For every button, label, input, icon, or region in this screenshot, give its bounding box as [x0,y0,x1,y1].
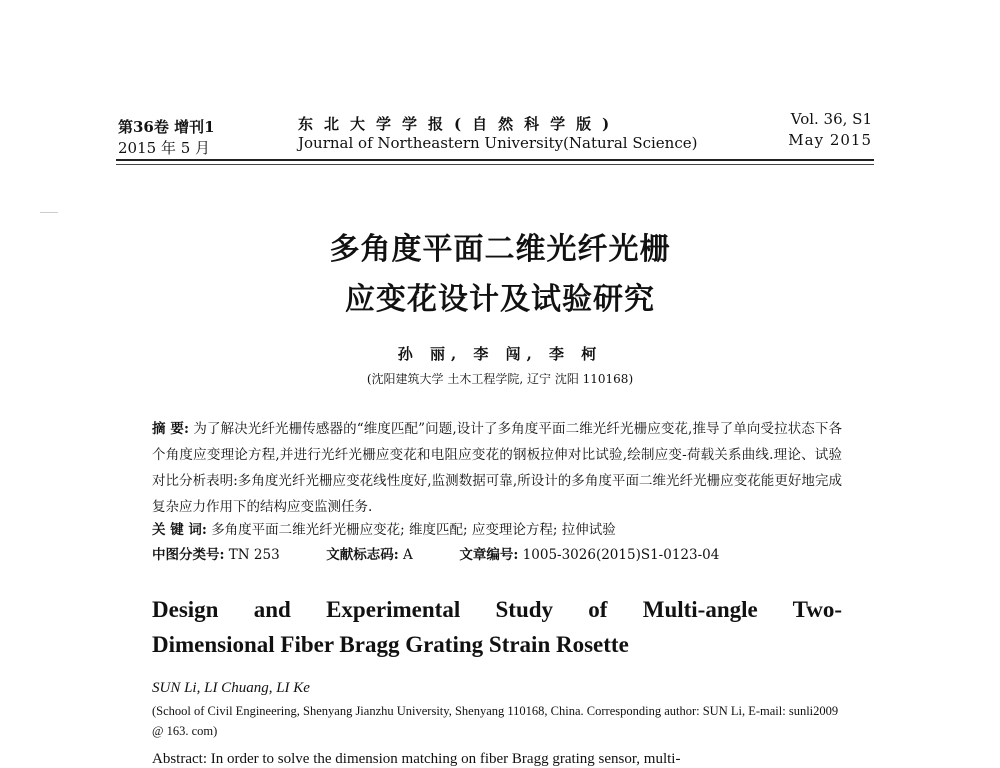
title-cn-line1: 多角度平面二维光纤光栅 [329,232,671,267]
classification-line [152,543,719,563]
header-rule-thick [116,159,874,161]
article-no-label: 文章编号: [459,547,519,563]
clc-value: TN 253 [228,547,280,563]
authors-cn: 孙 丽, 李 闯, 李 柯 [397,345,603,363]
header-journal-cn: 东北大学学报(自然科学版) [298,115,621,133]
doc-code-label: 文献标志码: [326,547,399,563]
affiliation-cn: (沈阳建筑大学 土木工程学院, 辽宁 沈阳 110168) [366,372,634,386]
affiliation-en: (School of Civil Engineering, Shenyang Jianzhu University, Shenyang 110168, China. Corresponding author: SUN Li, E-mail: sunli2009 @ 163. com) [152,704,839,738]
header-volume-en: Vol. 36, S1 [790,110,872,128]
scan-artifact-line [40,212,58,213]
abstract-cn [152,416,842,520]
title-en-line1: Design and Experimental Study of Multi-angle Two- [152,597,842,622]
keywords-cn [152,518,616,538]
article-no-value: 1005-3026(2015)S1-0123-04 [522,547,720,563]
header-date-cn: 2015 年 5 月 [118,139,211,157]
header-date-en: May 2015 [788,131,872,149]
abstract-cn-label: 摘 要: [152,421,190,437]
abstract-cn-text: 为了解决光纤光栅传感器的“维度匹配”问题,设计了多角度平面二维光纤光栅应变花,推导了单向受拉状态下各个角度应变理论方程,并进行光纤光栅应变花和电阻应变花的钢板拉伸对比试验,绘制应变-荷载关系曲线.理论、试验对比分析表明:多角度光纤光栅应变花线性度好,监测数据可靠,所设计的多角度平面二维光纤光栅应变花能更好地完成复杂应力作用下的结构应变监测任务. [152,421,843,515]
title-en-line2: Dimensional Fiber Bragg Grating Strain Rosette [152,632,629,657]
clc-label: 中图分类号: [152,547,225,563]
authors-en: SUN Li, LI Chuang, LI Ke [152,680,310,696]
doc-code-value: A [403,547,413,563]
abstract-en-start: Abstract: In order to solve the dimension matching on fiber Bragg grating sensor, multi- [152,751,681,767]
header-journal-en: Journal of Northeastern University(Natural Science) [298,134,698,152]
keywords-cn-text: 多角度平面二维光纤光栅应变花; 维度匹配; 应变理论方程; 拉伸试验 [211,522,616,538]
header-rule-thin [116,164,874,165]
title-cn-line2: 应变花设计及试验研究 [345,282,655,317]
header-volume-cn: 第36卷 增刊1 [118,118,215,136]
keywords-cn-label: 关 键 词: [152,522,207,538]
